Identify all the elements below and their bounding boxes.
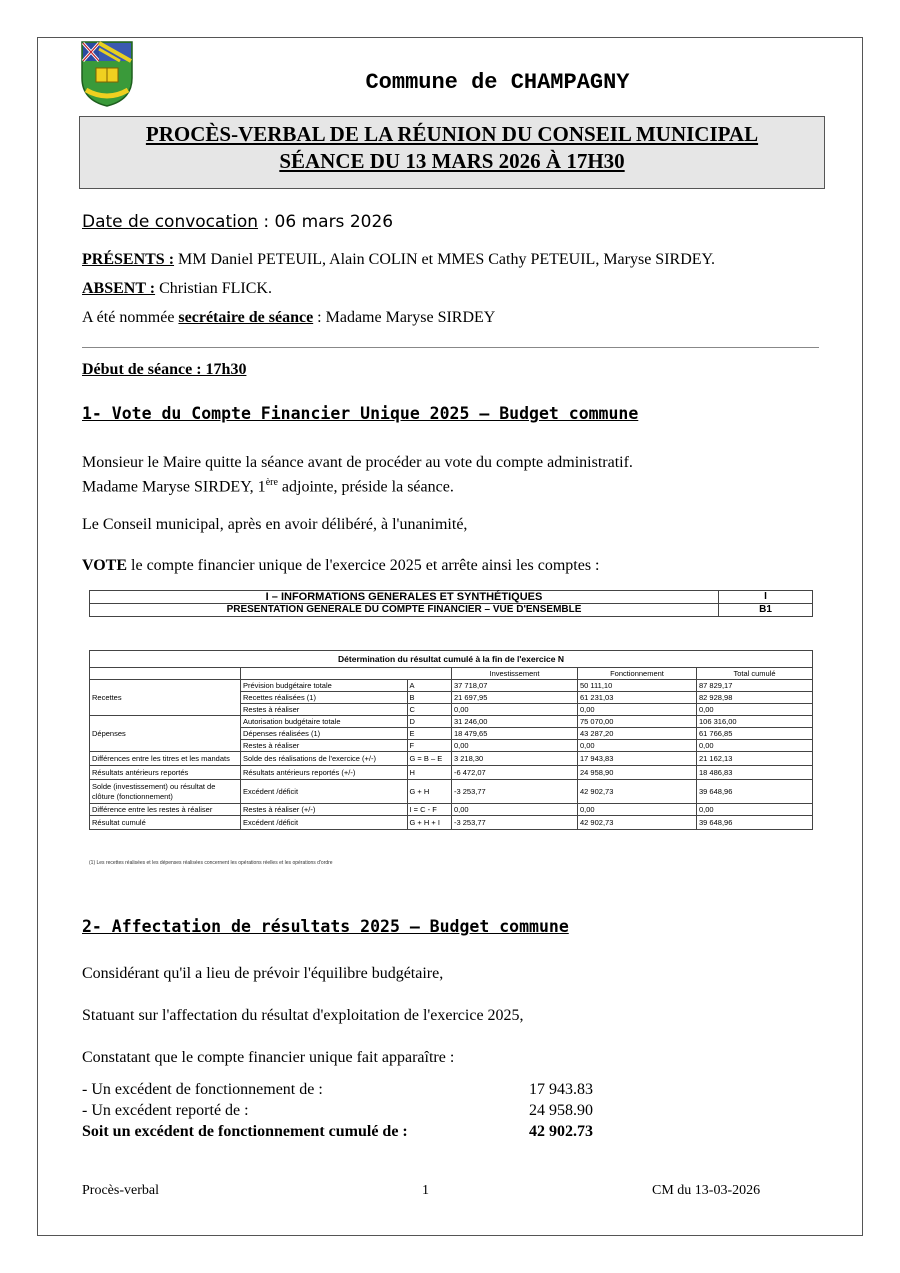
table-cell: H (407, 766, 452, 780)
table-row (90, 680, 813, 692)
footer-left: Procès-verbal (82, 1183, 159, 1198)
table-cell: 0,00 (578, 740, 697, 752)
section-1-p2: Madame Maryse SIRDEY, 1ère adjointe, préside la séance. (82, 477, 454, 496)
table-cell: Différences entre les titres et les mandats (90, 752, 241, 766)
info-header-table (89, 590, 813, 617)
table-cell: 21 697,95 (452, 692, 578, 704)
table-row (90, 752, 813, 766)
table-cell: 0,00 (452, 804, 578, 816)
footer-page-number: 1 (422, 1183, 429, 1198)
table-cell: I (719, 591, 813, 604)
excedent-value-2: 24 958.90 (529, 1102, 593, 1119)
result-table (89, 650, 813, 830)
table-cell: 24 958,90 (578, 766, 697, 780)
table-cell: Résultat cumulé (90, 816, 241, 830)
title-line-2: SÉANCE DU 13 MARS 2026 À 17H30 (279, 149, 625, 173)
presents-value: MM Daniel PETEUIL, Alain COLIN et MMES Cathy PETEUIL, Maryse SIRDEY. (174, 251, 716, 268)
table-cell: 87 829,17 (697, 680, 813, 692)
convocation-value: : 06 mars 2026 (258, 212, 394, 232)
table-cell: 106 316,00 (697, 716, 813, 728)
title-line-1: PROCÈS-VERBAL DE LA RÉUNION DU CONSEIL MUNICIPAL (145, 122, 759, 146)
secretaire-value: : Madame Maryse SIRDEY (313, 309, 496, 326)
section-1-p1: Monsieur le Maire quitte la séance avant de procéder au vote du compte administratif. (82, 454, 633, 471)
table-cell: 61 231,03 (578, 692, 697, 704)
absent-line (82, 279, 272, 299)
table-cell: -3 253,77 (452, 816, 578, 830)
excedent-value-total: 42 902.73 (529, 1123, 593, 1140)
col-header: Total cumulé (697, 668, 813, 680)
table-cell: 42 902,73 (578, 780, 697, 804)
title-box (79, 116, 825, 189)
table-cell: C (407, 704, 452, 716)
table-cell: PRESENTATION GENERALE DU COMPTE FINANCIER – VUE D'ENSEMBLE (90, 604, 719, 617)
excedent-label-2: - Un excédent reporté de : (82, 1102, 249, 1119)
table-cell: Prévision budgétaire totale (241, 680, 408, 692)
table-cell: 0,00 (697, 704, 813, 716)
table-cell (407, 668, 452, 680)
table-cell: 3 218,30 (452, 752, 578, 766)
debut-seance: Début de séance : 17h30 (82, 361, 247, 378)
convocation-line (82, 212, 393, 232)
section-1-p4: VOTE le compte financier unique de l'exercice 2025 et arrête ainsi les comptes : (82, 557, 600, 574)
result-table-title: Détermination du résultat cumulé à la fin de l'exercice N (90, 651, 813, 668)
table-cell: 39 648,96 (697, 780, 813, 804)
table-cell: B1 (719, 604, 813, 617)
absent-label: ABSENT : (82, 280, 156, 297)
table-cell: 0,00 (578, 704, 697, 716)
convocation-label: Date de convocation (82, 212, 259, 232)
table-cell: Excédent /déficit (241, 780, 408, 804)
table-cell: E (407, 728, 452, 740)
table-cell: I – INFORMATIONS GENERALES ET SYNTHÉTIQUES (90, 591, 719, 604)
table-cell: A (407, 680, 452, 692)
table-cell: 0,00 (697, 804, 813, 816)
section-2-heading: 2- Affectation de résultats 2025 – Budget commune (82, 917, 569, 936)
table-row (90, 716, 813, 728)
table-cell: 21 162,13 (697, 752, 813, 766)
excedent-label-1: - Un excédent de fonctionnement de : (82, 1081, 323, 1098)
table-cell: 39 648,96 (697, 816, 813, 830)
table-cell: Différence entre les restes à réaliser (90, 804, 241, 816)
table-cell: G + H + I (407, 816, 452, 830)
table-cell: 18 486,83 (697, 766, 813, 780)
table-cell: 75 070,00 (578, 716, 697, 728)
commune-name: Commune de CHAMPAGNY (365, 70, 630, 95)
table-cell: Dépenses réalisées (1) (241, 728, 408, 740)
table-cell: Solde (investissement) ou résultat de clôture (fonctionnement) (90, 780, 241, 804)
table-row (90, 804, 813, 816)
excedent-value-1: 17 943.83 (529, 1081, 593, 1098)
table-cell: Solde des réalisations de l'exercice (+/-) (241, 752, 408, 766)
table-cell: 42 902,73 (578, 816, 697, 830)
table-row (90, 816, 813, 830)
separator (82, 347, 819, 348)
table-row (90, 591, 813, 604)
secretaire-prefix: A été nommée (82, 309, 179, 326)
table-cell: 17 943,83 (578, 752, 697, 766)
table-cell: 50 111,10 (578, 680, 697, 692)
table-row (90, 780, 813, 804)
secretaire-line (82, 308, 495, 328)
table-cell: 0,00 (578, 804, 697, 816)
table-cell: 18 479,65 (452, 728, 578, 740)
section-2-p3: Constatant que le compte financier unique fait apparaître : (82, 1049, 455, 1066)
absent-value: Christian FLICK. (155, 280, 272, 297)
table-cell: 37 718,07 (452, 680, 578, 692)
secretaire-label: secrétaire de séance (178, 309, 314, 326)
table-cell: Résultats antérieurs reportés (90, 766, 241, 780)
table-cell: Recettes réalisées (1) (241, 692, 408, 704)
table-cell: 31 246,00 (452, 716, 578, 728)
table-cell: Excédent /déficit (241, 816, 408, 830)
table-cell: D (407, 716, 452, 728)
table-row (90, 668, 813, 680)
table-cell: Autorisation budgétaire totale (241, 716, 408, 728)
footer-right: CM du 13-03-2026 (652, 1183, 761, 1198)
section-2-p2: Statuant sur l'affectation du résultat d'exploitation de l'exercice 2025, (82, 1007, 524, 1024)
table-cell: Restes à réaliser (241, 704, 408, 716)
table-row (90, 766, 813, 780)
section-1-p3: Le Conseil municipal, après en avoir délibéré, à l'unanimité, (82, 516, 468, 533)
col-header: Fonctionnement (578, 668, 697, 680)
table-cell: 43 287,20 (578, 728, 697, 740)
table-cell: 0,00 (697, 740, 813, 752)
table-row (90, 604, 813, 617)
table-cell: Restes à réaliser (+/-) (241, 804, 408, 816)
col-header: Investissement (452, 668, 578, 680)
table-cell (241, 668, 408, 680)
presents-label: PRÉSENTS : (82, 251, 175, 268)
table-cell (90, 668, 241, 680)
table-footnote: (1) Les recettes réalisées et les dépenses réalisées concernent les opérations réelles et les opérations d'ordre (89, 860, 333, 866)
table-cell: 0,00 (452, 704, 578, 716)
table-row (90, 651, 813, 668)
table-cell: G + H (407, 780, 452, 804)
group-label: Dépenses (90, 716, 241, 752)
section-1-heading: 1- Vote du Compte Financier Unique 2025 – Budget commune (82, 404, 639, 423)
table-cell: 82 928,98 (697, 692, 813, 704)
table-cell: I = C - F (407, 804, 452, 816)
table-cell: 0,00 (452, 740, 578, 752)
table-cell: F (407, 740, 452, 752)
excedent-label-total: Soit un excédent de fonctionnement cumulé de : (82, 1123, 408, 1140)
table-cell: -6 472,07 (452, 766, 578, 780)
table-cell: G = B – E (407, 752, 452, 766)
table-cell: Résultats antérieurs reportés (+/-) (241, 766, 408, 780)
table-cell: B (407, 692, 452, 704)
section-2-p1: Considérant qu'il a lieu de prévoir l'équilibre budgétaire, (82, 965, 444, 982)
table-cell: 61 766,85 (697, 728, 813, 740)
group-label: Recettes (90, 680, 241, 716)
table-cell: Restes à réaliser (241, 740, 408, 752)
presents-line (82, 250, 715, 270)
table-cell: -3 253,77 (452, 780, 578, 804)
